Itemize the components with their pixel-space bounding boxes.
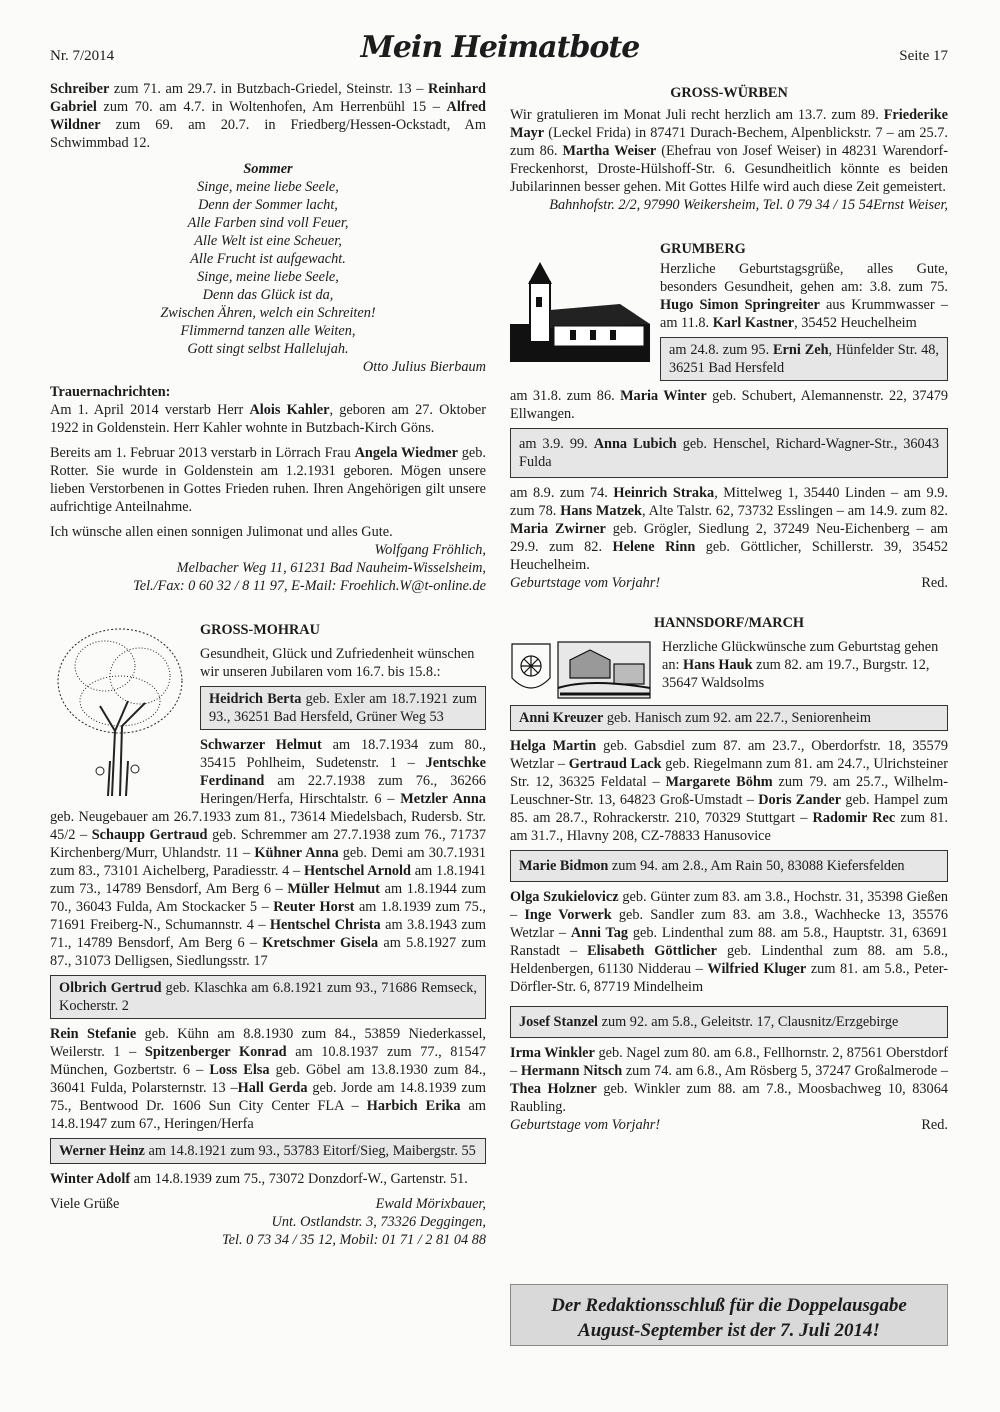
text-line: Tel. 0 73 34 / 35 12, Mobil: 01 71 / 2 81 04 88 bbox=[222, 1232, 486, 1248]
intro-paragraph: Schreiber zum 71. am 29.7. in Butzbach-Griedel, Steinstr. 13 – Reinhard Gabriel zum 70. am 4.7. in Woltenhofen, Am Herrenbühl 15 – Alfred Wildner zum 69. am 20.7. in Friedberg/Hessen-Ockstadt, Am Schwimmbad 12. bbox=[50, 81, 486, 151]
name-bold: Alfred Wildner bbox=[50, 99, 486, 133]
trauer-heading: Trauernachrichten: bbox=[50, 384, 171, 400]
name-bold: Metzler Anna bbox=[400, 791, 486, 807]
page-number: Seite 17 bbox=[899, 48, 948, 64]
name-bold: Hall Gerda bbox=[237, 1080, 308, 1096]
trauer-paragraph-1: Am 1. April 2014 verstarb Herr Alois Kahler, geboren am 27. Oktober 1922 in Goldenstein. Herr Kahler wohnte in Butzbach-Kirch Göns. bbox=[50, 402, 486, 436]
grumberg-footer-note: Geburtstage vom Vorjahr! bbox=[510, 575, 661, 591]
wuerben-heading: GROSS-WÜRBEN bbox=[670, 85, 788, 101]
name-bold: Friederike Mayr bbox=[510, 107, 948, 141]
name-bold: Schreiber bbox=[50, 81, 110, 97]
grumberg-footer bbox=[510, 574, 948, 592]
name-bold: Hans Hauk bbox=[683, 657, 753, 673]
name-bold: Loss Elsa bbox=[209, 1062, 270, 1078]
wish-paragraph: Ich wünsche allen einen sonnigen Julimonat und alles Gute. bbox=[50, 524, 393, 540]
name-bold: Anni Kreuzer bbox=[519, 710, 604, 726]
hannsdorf-box-1: Anni Kreuzer geb. Hanisch zum 92. am 22.7., Seniorenheim bbox=[510, 705, 948, 731]
text-line: Unt. Ostlandstr. 3, 73326 Deggingen, bbox=[271, 1214, 486, 1230]
grumberg-footer-red: Red. bbox=[921, 575, 948, 591]
mohrau-box-3: Werner Heinz am 14.8.1921 zum 93., 53783 Eitorf/Sieg, Maibergstr. 55 bbox=[50, 1138, 486, 1164]
text-line: Ewald Mörixbauer, bbox=[375, 1196, 486, 1212]
hannsdorf-box-3: Josef Stanzel zum 92. am 5.8., Geleitstr. 17, Clausnitz/Erzgebirge bbox=[510, 1006, 948, 1038]
text-line: Tel./Fax: 0 60 32 / 8 11 97, E-Mail: Froehlich.W@t-online.de bbox=[133, 578, 486, 594]
name-bold: Schwarzer Helmut bbox=[200, 737, 322, 753]
tree-illustration bbox=[50, 621, 190, 796]
mohrau-paragraph-3: Winter Adolf am 14.8.1939 zum 75., 73072 Donzdorf-W., Gartenstr. 51. bbox=[50, 1171, 468, 1187]
name-bold: Elisabeth Göttlicher bbox=[587, 943, 718, 959]
trauer-paragraph-2: Bereits am 1. Februar 2013 verstarb in Lörrach Frau Angela Wiedmer geb. Rotter. Sie wurde in Goldenstein am 1.2.1931 geboren. Mögen unsere lieben Verstorbenen in Gottes Frieden ruhen. Ihren Angehörigen gilt unsere aufrichtige Anteilnahme. bbox=[50, 445, 486, 515]
name-bold: Anni Tag bbox=[570, 925, 629, 941]
wuerben-signature-address: Bahnhofstr. 2/2, 97990 Weikersheim, Tel. 0 79 34 / 15 54 bbox=[549, 197, 874, 213]
name-bold: Karl Kastner bbox=[712, 315, 795, 331]
name-bold: Inge Vorwerk bbox=[524, 907, 612, 923]
hannsdorf-illustration bbox=[510, 638, 652, 700]
name-bold: Maria Zwirner bbox=[510, 521, 606, 537]
name-bold: Schaupp Gertraud bbox=[91, 827, 208, 843]
hannsdorf-paragraph-3: Olga Szukielovicz geb. Günter zum 83. am 3.8., Hochstr. 31, 35398 Gießen – Inge Vorwerk geb. Sandler zum 83. am 3.8., Wachhecke 13, 35576 Wetzlar – Anni Tag geb. Lindenthal zum 88. am 5.8., Hauptstr. 31, 63691 Ranstadt – Elisabeth Göttlicher geb. Lindenthal zum 88. am 5.8., Heldenbergen, 61130 Nidderau – Wilfried Kluger zum 81. am 5.8., Peter-Dörfler-Str. 6, 87719 Mindelheim bbox=[510, 889, 948, 995]
name-bold: Winter Adolf bbox=[50, 1171, 131, 1187]
deadline-notice-line-1: Der Redaktionsschluß für die Doppelausgabe bbox=[551, 1295, 907, 1316]
mohrau-paragraph-2: Rein Stefanie geb. Kühn am 8.8.1930 zum 84., 53859 Niederkassel, Weilerstr. 1 – Spitzenberger Konrad am 10.8.1937 zum 77., 81547 München, Gozbertstr. 6 – Loss Elsa geb. Göbel am 13.8.1930 zum 84., 36041 Fulda, Polarsternstr. 13 –Hall Gerda geb. Jorde am 14.8.1939 zum 75., Bentwood Dr. 1606 Sun City Center FLA – Harbich Erika am 14.8.1947 zum 67., Heringen/Herfa bbox=[50, 1026, 486, 1132]
name-bold: Hentschel Arnold bbox=[303, 863, 411, 879]
issue-number: Nr. 7/2014 bbox=[50, 48, 115, 64]
name-bold: Kühner Anna bbox=[254, 845, 339, 861]
hannsdorf-footer-note: Geburtstage vom Vorjahr! bbox=[510, 1117, 661, 1133]
name-bold: Thea Holzner bbox=[510, 1081, 597, 1097]
hannsdorf-footer bbox=[510, 1116, 948, 1134]
name-bold: Margarete Böhm bbox=[665, 774, 773, 790]
name-bold: Spitzenberger Konrad bbox=[144, 1044, 287, 1060]
name-bold: Olbrich Gertrud bbox=[59, 980, 162, 996]
text-line: Melbacher Weg 11, 61231 Bad Nauheim-Wisselsheim, bbox=[176, 560, 486, 576]
text-line: Flimmernd tanzen alle Weiten, bbox=[180, 323, 356, 339]
hannsdorf-paragraph-4: Irma Winkler geb. Nagel zum 80. am 6.8., Fellhornstr. 2, 87561 Oberstdorf – Hermann Nitsch zum 74. am 6.8., Am Rösberg 5, 37247 Großalmerode – Thea Holzner geb. Winkler zum 88. am 7.8., Moosbachweg 10, 83064 Raubling. bbox=[510, 1045, 948, 1115]
mohrau-paragraph-1: Schwarzer Helmut am 18.7.1934 zum 80., 35415 Pohlheim, Sudetenstr. 1 – Jentschke Ferdinand am 22.7.1938 zum 76., 36266 Heringen/Herfa, Hirschtalstr. 6 – Metzler Anna geb. Neugebauer am 26.7.1933 zum 81., 73614 Miedelsbach, Rudersb. Str. 45/2 – Schaupp Gertraud geb. Schremmer am 27.7.1938 zum 76., 71737 Kirchenberg/Murr, Uhlandstr. 11 – Kühner Anna geb. Demi am 30.7.1931 zum 83., 73101 Aichelberg, Paradiesstr. 4 – Hentschel Arnold am 1.8.1941 zum 73., 14789 Bensdorf, Am Berg 6 – Müller Helmut am 1.8.1944 zum 70., 36043 Fulda, Am Stockacker 5 – Reuter Horst am 1.8.1939 zum 75., 71691 Freiberg-N., Schumannstr. 4 – Hentschel Christa am 3.8.1943 zum 71., 14789 Bensdorf, Am Berg 6 – Kretschmer Gisela am 5.8.1927 zum 87., 31073 Delligsen, Siedlungsstr. 17 bbox=[50, 737, 486, 969]
hannsdorf-paragraph-1: Herzliche Glückwünsche zum Geburtstag gehen an: Hans Hauk zum 82. am 19.7., Burgstr. 12, 35647 Waldsolms bbox=[662, 639, 939, 691]
text-line: Singe, meine liebe Seele, bbox=[197, 179, 339, 195]
text-line: Alle Welt ist eine Scheuer, bbox=[194, 233, 342, 249]
greeting: Viele Grüße bbox=[50, 1196, 120, 1212]
hannsdorf-heading: HANNSDORF/MARCH bbox=[653, 615, 805, 631]
text-line: Singe, meine liebe Seele, bbox=[197, 269, 339, 285]
text-line: Gott singt selbst Hallelujah. bbox=[187, 341, 349, 357]
name-bold: Reinhard Gabriel bbox=[50, 81, 486, 115]
name-bold: Kretschmer Gisela bbox=[262, 935, 379, 951]
name-bold: Wilfried Kluger bbox=[707, 961, 807, 977]
text-line: Alle Frucht ist aufgewacht. bbox=[190, 251, 346, 267]
deadline-notice bbox=[510, 1284, 948, 1346]
poem bbox=[50, 160, 486, 376]
poem-title: Sommer bbox=[243, 161, 293, 177]
name-bold: Hermann Nitsch bbox=[520, 1063, 623, 1079]
name-bold: Erni Zeh bbox=[773, 342, 829, 358]
name-bold: Harbich Erika bbox=[366, 1098, 461, 1114]
name-bold: Josef Stanzel bbox=[519, 1014, 599, 1030]
hannsdorf-footer-red: Red. bbox=[921, 1117, 948, 1133]
name-bold: Reuter Horst bbox=[273, 899, 355, 915]
mohrau-intro: Gesundheit, Glück und Zufriedenheit wünschen wir unseren Jubilaren vom 16.7. bis 15.8.: bbox=[200, 646, 475, 680]
text-line: Zwischen Ähren, welch ein Schreiten! bbox=[160, 305, 376, 321]
grumberg-box-1: am 24.8. zum 95. Erni Zeh, Hünfelder Str. 48, 36251 Bad Hersfeld bbox=[660, 337, 948, 381]
name-bold: Hans Matzek bbox=[560, 503, 642, 519]
mohrau-heading: GROSS-MOHRAU bbox=[200, 622, 320, 638]
mohrau-signature-block bbox=[50, 1195, 486, 1249]
hannsdorf-box-2: Marie Bidmon zum 94. am 2.8., Am Rain 50, 83088 Kiefersfelden bbox=[510, 850, 948, 882]
grumberg-box-2: am 3.9. 99. Anna Lubich geb. Henschel, Richard-Wagner-Str., 36043 Fulda bbox=[510, 428, 948, 478]
grumberg-section bbox=[510, 240, 948, 387]
name-bold: Marie Bidmon bbox=[519, 858, 609, 874]
name-bold: Hugo Simon Springreiter bbox=[660, 297, 820, 313]
name-bold: Helene Rinn bbox=[612, 539, 696, 555]
grumberg-paragraph-3: am 8.9. zum 74. Heinrich Straka, Mittelweg 1, 35440 Linden – am 9.9. zum 78. Hans Matzek, Alte Talstr. 62, 73732 Esslingen – am 14.9. zum 82. Maria Zwirner geb. Grögler, Siedlung 2, 37249 Neu-Eichenberg – am 29.9. zum 82. Helene Rinn geb. Göttlicher, Schillerstr. 39, 35452 Heuchelheim. bbox=[510, 485, 949, 573]
hannsdorf-section bbox=[510, 638, 948, 700]
name-bold: Hentschel Christa bbox=[269, 917, 381, 933]
grumberg-paragraph-2: am 31.8. zum 86. Maria Winter geb. Schubert, Alemannenstr. 22, 37479 Ellwangen. bbox=[510, 388, 949, 422]
name-bold: Anna Lubich bbox=[593, 436, 677, 452]
name-bold: Martha Weiser bbox=[562, 143, 657, 159]
name-bold: Radomir Rec bbox=[812, 810, 896, 826]
name-bold: Heidrich Berta bbox=[209, 691, 302, 707]
name-bold: Alois Kahler bbox=[249, 402, 330, 418]
name-bold: Jentschke Ferdinand bbox=[200, 755, 486, 789]
name-bold: Werner Heinz bbox=[59, 1143, 145, 1159]
poem-lines bbox=[50, 178, 486, 358]
signature-froehlich bbox=[50, 541, 486, 595]
name-bold: Maria Winter bbox=[620, 388, 707, 404]
poem-author: Otto Julius Bierbaum bbox=[362, 359, 486, 375]
wuerben-paragraph: Wir gratulieren im Monat Juli recht herzlich am 13.7. zum 89. Friederike Mayr (Leckel Frida) in 87471 Durach-Bechem, Alpenblickstr. 7 – am 25.7. zum 86. Martha Weiser (Ehefrau von Josef Weiser) in 48231 Warendorf-Freckenhorst, Droste-Hülshoff-Str. 6. Gesundheitlich könnte es beiden Jubilarinnen besser gehen. Mit Gottes Hilfe wird auch diese Zeit gemeistert. Ernst Weiser, bbox=[510, 107, 949, 213]
mohrau-box-2: Olbrich Gertrud geb. Klaschka am 6.8.1921 zum 93., 71686 Remseck, Kocherstr. 2 bbox=[50, 975, 486, 1019]
left-column bbox=[50, 80, 486, 1249]
grumberg-paragraph-1: Herzliche Geburtstagsgrüße, alles Gute, besonders Gesundheit, gehen am: 3.8. zum 75. Hugo Simon Springreiter aus Krummwasser – am 11.8. Karl Kastner, 35452 Heuchelheim bbox=[660, 261, 948, 331]
church-illustration bbox=[510, 262, 650, 362]
name-bold: Gertraud Lack bbox=[568, 756, 662, 772]
name-bold: Müller Helmut bbox=[287, 881, 380, 897]
name-bold: Heinrich Straka bbox=[613, 485, 715, 501]
name-bold: Irma Winkler bbox=[510, 1045, 595, 1061]
name-bold: Rein Stefanie bbox=[50, 1026, 137, 1042]
deadline-notice-line-2: August-September ist der 7. Juli 2014! bbox=[578, 1320, 880, 1341]
name-bold: Helga Martin bbox=[510, 738, 597, 754]
wuerben-signature-name: Ernst Weiser, bbox=[873, 197, 948, 213]
name-bold: Angela Wiedmer bbox=[354, 445, 458, 461]
text-line: Alle Farben sind voll Feuer, bbox=[187, 215, 349, 231]
name-bold: Doris Zander bbox=[758, 792, 842, 808]
text-line: Denn das Glück ist da, bbox=[202, 287, 334, 303]
name-bold: Olga Szukielovicz bbox=[510, 889, 619, 905]
text-line: Wolfgang Fröhlich, bbox=[374, 542, 486, 558]
hannsdorf-paragraph-2: Helga Martin geb. Gabsdiel zum 87. am 23.7., Oberdorfstr. 18, 35579 Wetzlar – Gertraud Lack geb. Riegelmann zum 81. am 24.7., Ulrichsteiner Str. 12, 36325 Feldatal – Margarete Böhm zum 79. am 25.7., Wilhelm-Leuschner-Str. 13, 64823 Groß-Umstadt – Doris Zander geb. Hampel zum 85. am 28.7., Rohrackerstr. 210, 70329 Stuttgart – Radomir Rec zum 81. am 31.7., Hlavny 208, CZ-78833 Hanusovice bbox=[510, 738, 949, 844]
mohrau-box-1: Heidrich Berta geb. Exler am 18.7.1921 zum 93., 36251 Bad Hersfeld, Grüner Weg 53 bbox=[200, 686, 486, 730]
mohrau-section bbox=[50, 621, 486, 970]
right-column bbox=[510, 84, 948, 1134]
masthead-title: Mein Heimatbote bbox=[360, 30, 640, 65]
grumberg-heading: GRUMBERG bbox=[660, 241, 746, 257]
text-line: Denn der Sommer lacht, bbox=[198, 197, 338, 213]
